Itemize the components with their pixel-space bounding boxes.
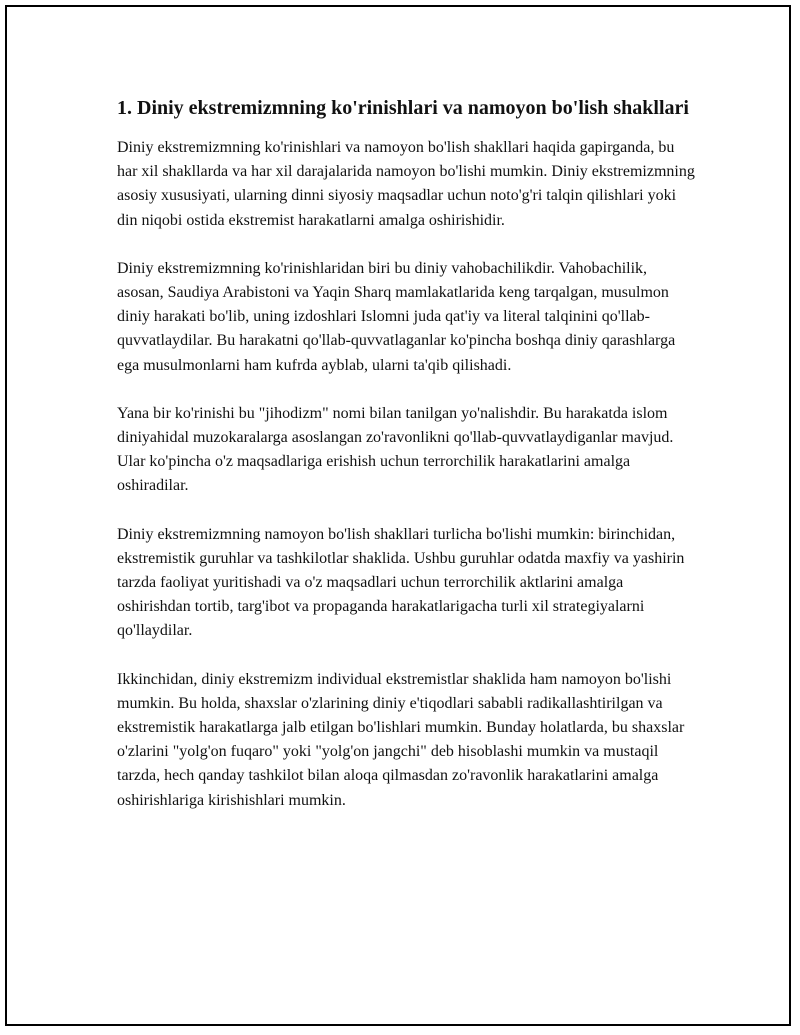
paragraph-forms-groups: Diniy ekstremizmning namoyon bo'lish shakllari turlicha bo'lishi mumkin: birinchidan, ekstremistik guruhlar va tashkilotlar shaklida. Ushbu guruhlar odatda maxfiy va yashirin tarzda faoliyat yuritishadi va o'z maqsadlari uchun terrorchilik aktlarini amalga oshirishdan tortib, targ'ibot va propaganda harakatlarigacha turli xil strategiyalarni qo'llaydilar.: [117, 525, 685, 640]
section-heading: 1. Diniy ekstremizmning ko'rinishlari va namoyon bo'lish shakllari: [117, 97, 689, 119]
document-body: [117, 95, 697, 837]
paragraph-jihadism: Yana bir ko'rinishi bu "jihodizm" nomi bilan tanilgan yo'nalishdir. Bu harakatda islom diniyahidal muzokaralarga asoslangan zo'ravonlikni qo'llab-quvvatlaydiganlar mavjud. Ular ko'pincha o'z maqsadlariga erishish uchun terrorchilik harakatlarini amalga oshiradilar.: [117, 404, 674, 495]
paragraph-intro: Diniy ekstremizmning ko'rinishlari va namoyon bo'lish shakllari haqida gapirganda, bu har xil shakllarda va har xil darajalarida namoyon bo'lishi mumkin. Diniy ekstremizmning asosiy xususiyati, ularning dinni siyosiy maqsadlar uchun noto'g'ri talqin qilishlari yoki din niqobi ostida ekstremist harakatlarni amalga oshirishidir.: [117, 139, 695, 229]
paragraph-wahhabism: Diniy ekstremizmning ko'rinishlaridan biri bu diniy vahobachilikdir. Vahobachilik, asosan, Saudiya Arabistoni va Yaqin Sharq mamlakatlarida keng tarqalgan, musulmon diniy harakati bo'lib, uning izdoshlari Islomni juda qat'iy va literal talqinini qo'llab-quvvatlaydilar. Bu harakatni qo'llab-quvvatlaganlar ko'pincha boshqa diniy qarashlarga ega musulmonlarni ham kufrda ayblab, ularni ta'qib qilishadi.: [117, 259, 676, 374]
paragraph-forms-individual: Ikkinchidan, diniy ekstremizm individual ekstremistlar shaklida ham namoyon bo'lishi mumkin. Bu holda, shaxslar o'zlarining diniy e'tiqodlari sababli radikallashtirilgan va ekstremistik harakatlarga jalb etilgan bo'lishlari mumkin. Bunday holatlarda, bu shaxslar o'zlarini "yolg'on fuqaro" yoki "yolg'on jangchi" deb hisoblashi mumkin va mustaqil tarzda, hech qanday tashkilot bilan aloqa qilmasdan zo'ravonlik harakatlarini amalga oshirishlariga kirishishlari mumkin.: [117, 670, 685, 809]
